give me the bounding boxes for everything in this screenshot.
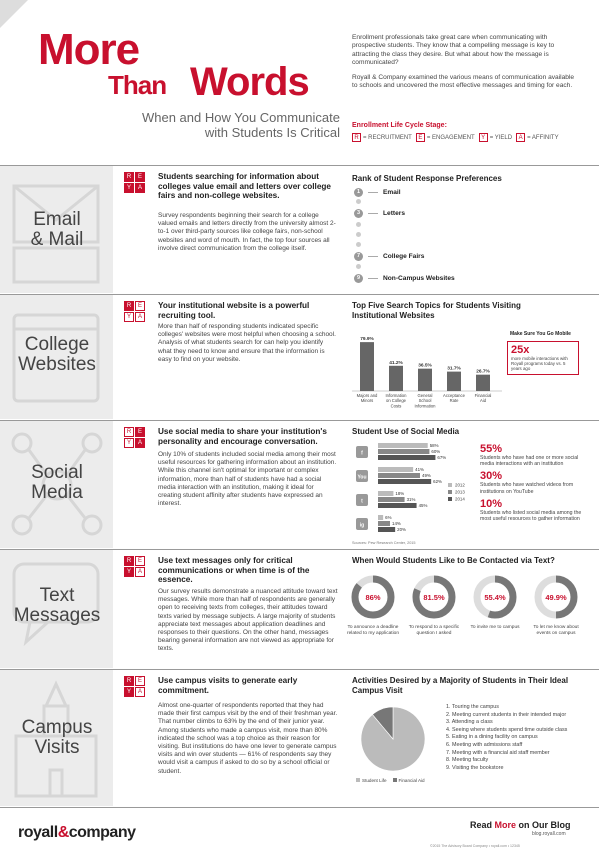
mobile-title: Make Sure You Go Mobile [510, 331, 571, 337]
section-headline: Use campus visits to generate early commitment. [158, 676, 298, 695]
intro-paragraph-1: Enrollment professionals take great care when communicating with prospective students. They know that a compelling message is key to attracting the class they desire. But what about how the message is communicated? [352, 34, 555, 67]
bar-category-label: on College [385, 398, 407, 404]
social-bar [378, 455, 435, 460]
youtube-icon-glyph: You [357, 474, 367, 481]
donut-chart [411, 574, 457, 620]
section-headline: Use text messages only for critical communications or when time is of the essence. [158, 556, 310, 585]
royall-company-logo[interactable] [18, 824, 136, 842]
social-bar [378, 503, 417, 508]
stat-text: Students who have had one or more social media interactions with an institution [480, 455, 579, 468]
badge-y: Y [124, 183, 134, 193]
legend-swatch [356, 778, 360, 782]
badge-r: R [124, 172, 134, 182]
social-bar-label: 14% [392, 521, 401, 527]
stage-label: = YIELD [489, 135, 513, 141]
rank-dot [356, 222, 361, 227]
section-body: Survey respondents beginning their search for a college valued emails and letters directly from the university almost 2-to-1 over third-party sources like college fairs, non-school websites and word of mouth. In fact, the top four sources all involve direct communication from the college itself. [158, 212, 336, 252]
section-label [4, 586, 110, 626]
section-body: Almost one-quarter of respondents reported that they had made their first campus visit by the end of their freshman year. That number climbs to 63% by the end of their junior year. Among students who made a campus visit, more than 80% indicated the school was a top choice as their reason for visiting. But institutions do have one lever to generate campus visits and win over students — 61% of respondents say they would visit a campus if asked to do so by a school official or student. [158, 702, 338, 775]
social-source: Sources: Pew Research Center, 2015 [352, 541, 416, 545]
intro-paragraph-2: Royall & Company examined the various means of communication available to schools and uncovered the most effective messages and timing for each. [352, 73, 575, 90]
donut-chart [350, 574, 396, 620]
donut-charts [346, 574, 590, 666]
rank-gap [354, 199, 363, 204]
stage-label: = AFFINITY [527, 135, 559, 141]
badge-r: R [124, 556, 134, 566]
activity-item: 8. Meeting faculty [446, 757, 489, 764]
section-headline: Use social media to share your institution's personality and encourage conversation. [158, 427, 327, 446]
badge-e: E [135, 427, 145, 437]
section-label-line1: Text [39, 585, 75, 606]
legend-label: 2014 [455, 496, 465, 502]
badge-e: E [135, 676, 145, 686]
search-topics-chart [352, 331, 502, 417]
activity-item: 1. Touring the campus [446, 704, 499, 710]
legend-label: 2013 [455, 489, 465, 495]
stage-recruitment [352, 133, 412, 142]
social-chart-title: Student Use of Social Media [352, 427, 460, 436]
stat-value: 30% [480, 470, 503, 483]
badge-e: E [135, 172, 145, 182]
social-bar-label: 62% [433, 479, 442, 485]
twitter-icon-glyph: t [361, 498, 363, 505]
donut-value: 81.5% [423, 593, 445, 602]
legend-swatch [393, 778, 397, 782]
activity-item: 3. Attending a class [446, 719, 493, 726]
bar-category-label: Majors and [356, 393, 378, 398]
stat-text: Students who have watched videos from institutions on YouTube [480, 482, 574, 495]
bar-category-label: Costs [390, 403, 402, 409]
rank-label: Email [383, 189, 401, 196]
section-email [0, 165, 599, 293]
social-bar-label: 45% [418, 503, 428, 509]
header [0, 0, 599, 160]
section-body: More than half of responding students indicated specific colleges' websites were most helpful when choosing a school. Analysis of what students search for can help you identify what they need to know and ensure that the information is easy to find on your website. [158, 323, 336, 363]
logo-ampersand: & [57, 824, 69, 841]
stat-text: Students who listed social media among the most useful resources to gather information [480, 509, 582, 523]
section-body: Our survey results demonstrate a nuanced attitude toward text messages. While more than half of respondents are generally open to receiving texts from colleges, their attitudes toward texts varied by message subjects. A large majority of students appreciate text messages about application deadlines and responses to their questions. On the other hand, messages bearing general information are not viewed as appropriate for texts. [158, 588, 338, 653]
activity-item: 4. Seeing where students spend time outside class [446, 726, 568, 733]
bar-value-label: 41.2% [389, 360, 403, 366]
bar-category-label: Acceptance [443, 393, 465, 398]
rank-item [354, 188, 401, 197]
social-bar [378, 491, 393, 496]
corner-fold [0, 0, 28, 28]
section-label-line1: Social [31, 462, 83, 483]
bar-value-label: 31.7% [447, 366, 461, 372]
pie-legend-student-life [356, 778, 387, 783]
activity-item: 5. Eating in a dining facility on campus [446, 734, 538, 741]
section-websites [0, 294, 599, 419]
bar-value-label: 79.9% [360, 337, 374, 343]
stage-yield [479, 133, 512, 142]
stage-affinity [516, 133, 559, 142]
rank-dot [356, 199, 361, 204]
rank-gap [354, 242, 363, 247]
bar-category-label: Minors [360, 398, 374, 404]
section-label-line2: Websites [18, 354, 96, 375]
visits-chart-title: Activities Desired by a Majority of Students in Their Ideal Campus Visit [352, 676, 569, 695]
bar-category-label: Information [414, 403, 436, 409]
bar-category-label: Financial [474, 393, 492, 398]
badge-e: E [135, 556, 145, 566]
bar-value-label: 26.7% [476, 369, 490, 375]
section-label-line2: Visits [34, 737, 80, 758]
social-bar-label: 49% [422, 473, 431, 479]
bar-category-label: School [418, 398, 432, 404]
logo-part: royall [18, 824, 58, 841]
donut-caption: To respond to a specific question I asked [408, 625, 460, 636]
stage-label: = ENGAGEMENT [426, 135, 475, 141]
mobile-text: more mobile interactions with Royall programs today vs. 5 years ago [511, 356, 568, 371]
stage-letter: Y [479, 133, 488, 142]
section-label [4, 335, 110, 375]
bar-value-label: 36.5% [418, 363, 432, 369]
rank-number: 9 [354, 274, 363, 283]
blog-text: Read [470, 820, 495, 830]
donut-chart [472, 574, 518, 620]
instagram-icon-glyph: ig [359, 522, 365, 529]
badge-y: Y [124, 567, 134, 577]
donut-item [407, 574, 461, 637]
donut-caption: To let me know about events on campus [533, 625, 579, 636]
social-bar [378, 473, 420, 478]
legend-swatch [448, 483, 452, 487]
activity-item: 7. Meeting with a financial aid staff member [446, 749, 550, 756]
badge-y: Y [124, 687, 134, 697]
blog-text: on Our Blog [516, 820, 571, 830]
footer [0, 807, 599, 855]
pie-legend-financial-aid [393, 778, 425, 783]
rank-label: Non-Campus Websites [383, 275, 455, 282]
rank-dot [356, 232, 361, 237]
blog-url[interactable]: blog.royall.com [532, 831, 566, 837]
rank-gap [354, 264, 363, 269]
stage-title: Enrollment Life Cycle Stage: [352, 122, 447, 129]
activities-list [446, 704, 592, 772]
section-text [0, 549, 599, 668]
bar [360, 342, 374, 391]
donut-caption: To announce a deadline related to my application [347, 625, 399, 636]
social-bar-label: 60% [431, 449, 441, 455]
rank-connector [368, 192, 378, 193]
donut-chart [533, 574, 579, 620]
rank-item [354, 274, 455, 283]
activity-item: 6. Meeting with admissions staff [446, 741, 523, 748]
section-label-line2: Media [31, 482, 83, 503]
badge-e: E [135, 301, 145, 311]
section-label [4, 463, 110, 503]
intro-text [352, 34, 580, 96]
donut-value: 55.4% [484, 593, 506, 602]
bar-category-label: Rate [449, 398, 459, 404]
logo-part: company [68, 824, 136, 841]
stat-value: 55% [480, 443, 503, 455]
social-bar [378, 497, 405, 502]
social-bar [378, 521, 390, 526]
rank-item [354, 252, 424, 261]
donut-item [468, 574, 522, 631]
bar-category-label: Aid [479, 398, 487, 404]
section-social [0, 420, 599, 548]
social-bar [378, 479, 431, 484]
social-bar [378, 443, 428, 448]
section-label-line2: & Mail [30, 229, 84, 250]
bar-category-label: General [417, 393, 433, 398]
stage-letter: R [352, 133, 361, 142]
stage-legend [352, 133, 559, 142]
badge-r: R [124, 301, 134, 311]
legend-label: Financial Aid [398, 778, 425, 783]
section-label-line1: Email [33, 209, 81, 230]
rank-number: 7 [354, 252, 363, 261]
rank-number: 1 [354, 188, 363, 197]
social-media-chart [352, 441, 470, 541]
rank-number: 3 [354, 209, 363, 218]
badge-a: A [135, 312, 145, 322]
rank-dot [356, 264, 361, 269]
social-bar-label: 67% [437, 455, 447, 461]
badge-r: R [124, 427, 134, 437]
mobile-box [507, 341, 579, 375]
badge-r: R [124, 676, 134, 686]
social-bar-label: 20% [397, 527, 406, 533]
section-label-line1: College [24, 334, 90, 355]
stage-letter: A [516, 133, 525, 142]
section-visits [0, 669, 599, 806]
section-label [4, 210, 110, 250]
mobile-stat: 25x [511, 344, 530, 356]
social-bar-label: 31% [406, 497, 416, 503]
title-words: Words [190, 60, 309, 104]
rank-connector [368, 213, 378, 214]
social-stats [480, 443, 588, 522]
section-headline: Your institutional website is a powerful recruiting tool. [158, 301, 310, 320]
stage-label: = RECRUITMENT [363, 135, 412, 141]
pie-legend [356, 778, 425, 783]
rank-gap [354, 222, 363, 227]
rank-dot [356, 242, 361, 247]
stage-letter: E [416, 133, 425, 142]
legend-swatch [448, 497, 452, 501]
section-body: Only 10% of students included social media among their most useful resources for gathering information about an institution. While this channel isn't optimal for important or complex information, more than half of students have had a social media interaction with an institution, making it ideal for creating student affinity after students have expressed an interest. [158, 451, 337, 508]
legend-label: Student Life [362, 778, 387, 783]
social-bar [378, 449, 429, 454]
legend-swatch [448, 490, 452, 494]
activity-item: 9. Visiting the bookstore [446, 764, 504, 771]
social-bar-label: 58% [429, 443, 439, 449]
bar [476, 375, 490, 391]
rank-gap [354, 232, 363, 237]
blog-text-more: More [494, 820, 517, 830]
donut-value: 86% [365, 593, 381, 602]
text-chart-title: When Would Students Like to Be Contacted via Text? [352, 556, 555, 565]
title-than: Than [108, 70, 167, 100]
blog-link[interactable] [470, 820, 571, 830]
rank-item [354, 209, 405, 218]
rank-chart-title: Rank of Student Response Preferences [352, 174, 502, 183]
social-bar-label: 41% [415, 467, 424, 473]
legend-label: 2012 [455, 482, 465, 488]
subtitle-line2: with Students Is Critical [204, 125, 340, 140]
badge-a: A [135, 438, 145, 448]
social-bar [378, 467, 413, 472]
activity-item: 2. Meeting current students in their intended major [446, 711, 567, 718]
rank-connector [368, 278, 378, 279]
websites-chart-title: Top Five Search Topics for Students Visiting Institutional Websites [352, 301, 521, 320]
badge-y: Y [124, 438, 134, 448]
facebook-icon-glyph: f [361, 450, 363, 457]
social-bar [378, 527, 395, 532]
subtitle-line1: When and How You Communicate [141, 110, 340, 125]
rank-label: College Fairs [383, 253, 425, 260]
social-bar [378, 515, 383, 520]
bar-category-label: Information [385, 393, 407, 398]
bar [389, 366, 403, 391]
section-headline: Students searching for information about colleges value email and letters over college fairs and non-college websites. [158, 172, 331, 201]
stage-engagement [416, 133, 475, 142]
badge-a: A [135, 183, 145, 193]
badge-a: A [135, 567, 145, 577]
section-label-line2: Messages [13, 605, 101, 626]
badge-a: A [135, 687, 145, 697]
subtitle [104, 110, 340, 140]
section-label [4, 718, 110, 758]
bar [447, 372, 461, 391]
title-more: More [38, 25, 140, 74]
stat-value: 10% [480, 497, 503, 510]
bar [418, 369, 432, 391]
donut-caption: To invite me to campus [470, 625, 520, 630]
donut-item [346, 574, 400, 637]
copyright: ©2015 The Advisory Board Company • royall.com • 12345 [430, 844, 520, 848]
visit-pie-chart [358, 704, 428, 774]
rank-label: Letters [383, 210, 405, 217]
section-label-line1: Campus [21, 717, 93, 738]
rank-connector [368, 256, 378, 257]
donut-item [529, 574, 583, 637]
social-bar-label: 6% [385, 515, 392, 521]
donut-value: 49.9% [545, 593, 567, 602]
badge-y: Y [124, 312, 134, 322]
social-bar-label: 18% [395, 491, 405, 497]
